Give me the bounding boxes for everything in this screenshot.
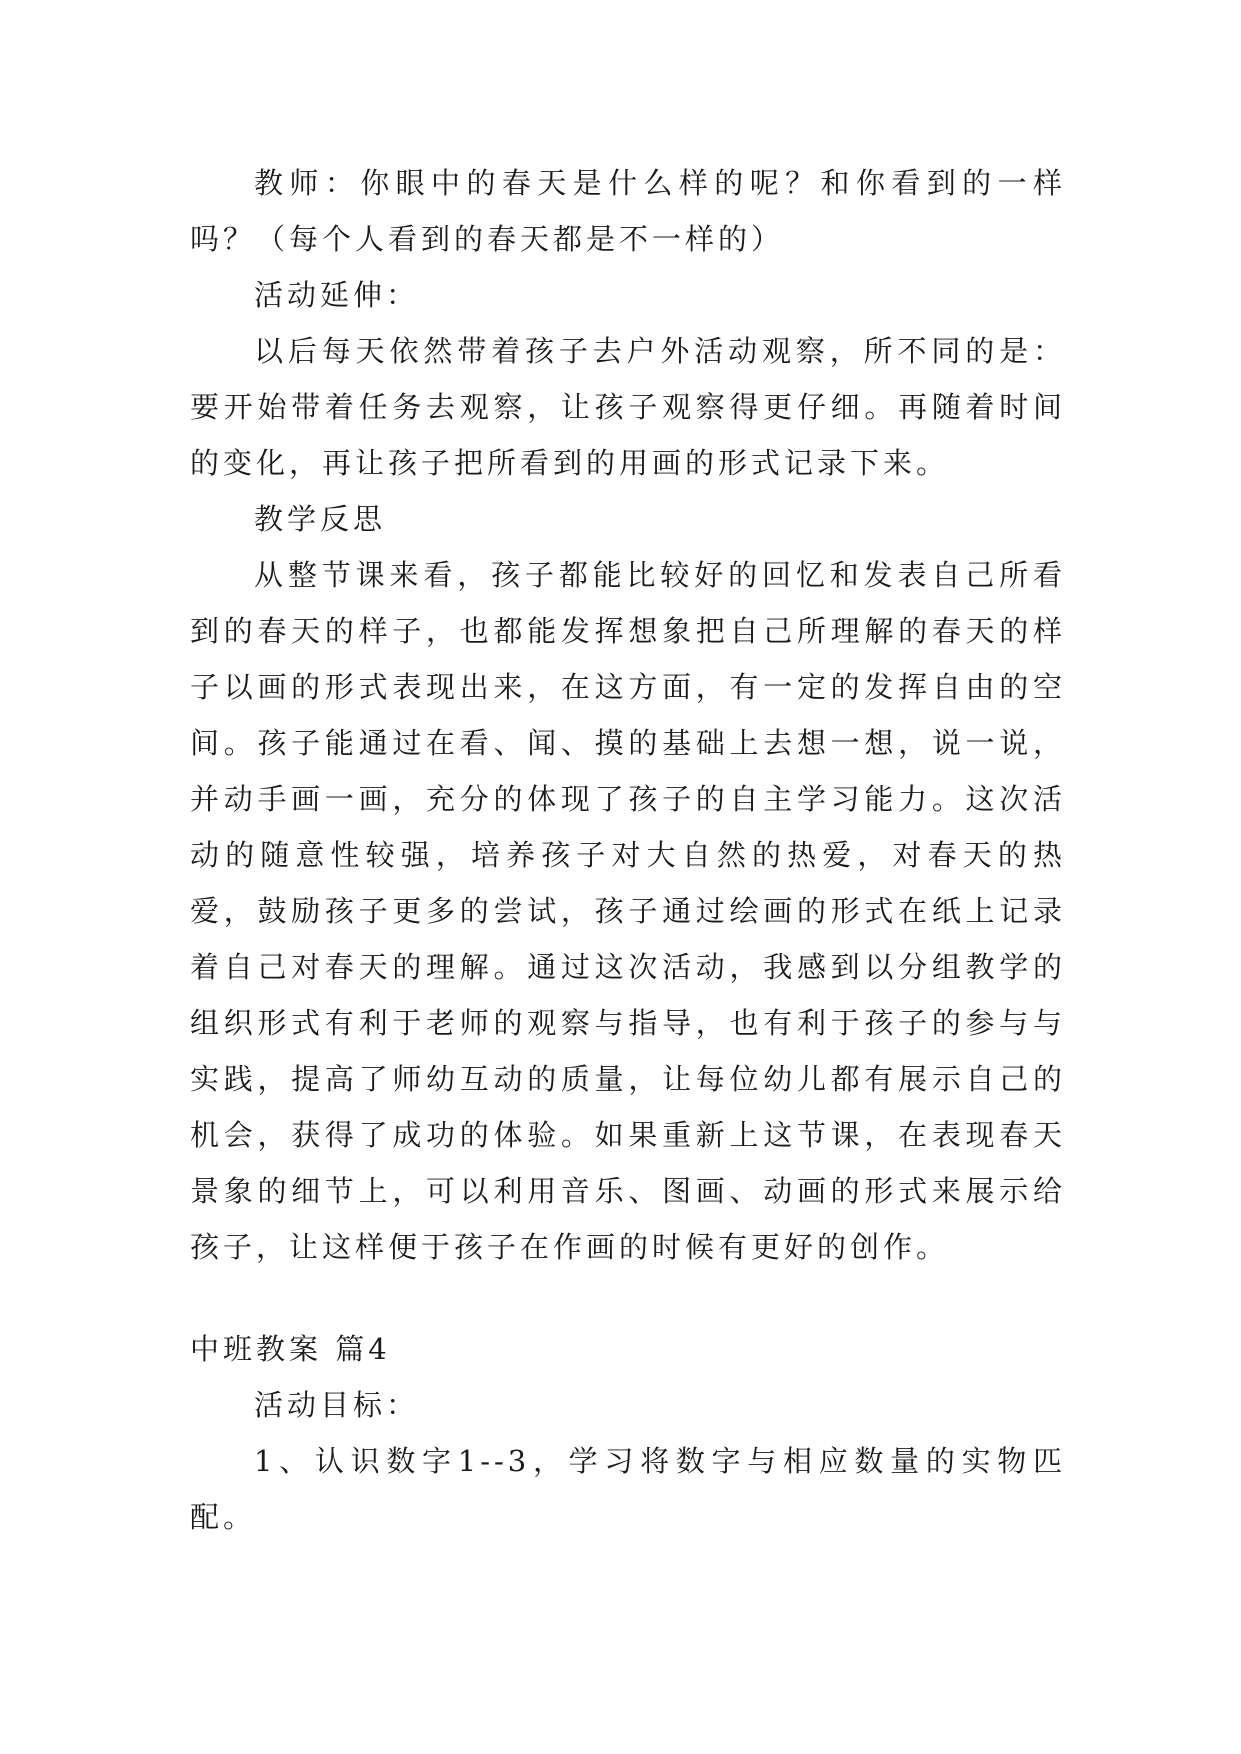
goals-heading: 活动目标： [254,1388,420,1422]
extension-heading: 活动延伸： [254,278,420,312]
teacher-question-paragraph: 教师：你眼中的春天是什么样的呢？和你看到的一样吗？（每个人看到的春天都是不一样的） [190,166,1066,256]
document-body [190,155,1066,1545]
goal-item: 1、认识数字1--3，学习将数字与相应数量的实物匹配。 [190,1444,1066,1534]
extension-paragraph: 以后每天依然带着孩子去户外活动观察，所不同的是：要开始带着任务去观察，让孩子观察得更仔细。再随着时间的变化，再让孩子把所看到的用画的形式记录下来。 [190,334,1066,480]
section-title: 中班教案 篇4 [190,1332,391,1366]
reflection-paragraph: 从整节课来看，孩子都能比较好的回忆和发表自己所看到的春天的样子，也都能发挥想象把自己所理解的春天的样子以画的形式表现出来，在这方面，有一定的发挥自由的空间。孩子能通过在看、闻、摸的基础上去想一想，说一说，并动手画一画，充分的体现了孩子的自主学习能力。这次活动的随意性较强，培养孩子对大自然的热爱，对春天的热爱，鼓励孩子更多的尝试，孩子通过绘画的形式在纸上记录着自己对春天的理解。通过这次活动，我感到以分组教学的组织形式有利于老师的观察与指导，也有利于孩子的参与与实践，提高了师幼互动的质量，让每位幼儿都有展示自己的机会，获得了成功的体验。如果重新上这节课，在表现春天景象的细节上，可以利用音乐、图画、动画的形式来展示给孩子，让这样便于孩子在作画的时候有更好的创作。 [190,558,1066,1264]
reflection-heading: 教学反思 [254,502,387,536]
